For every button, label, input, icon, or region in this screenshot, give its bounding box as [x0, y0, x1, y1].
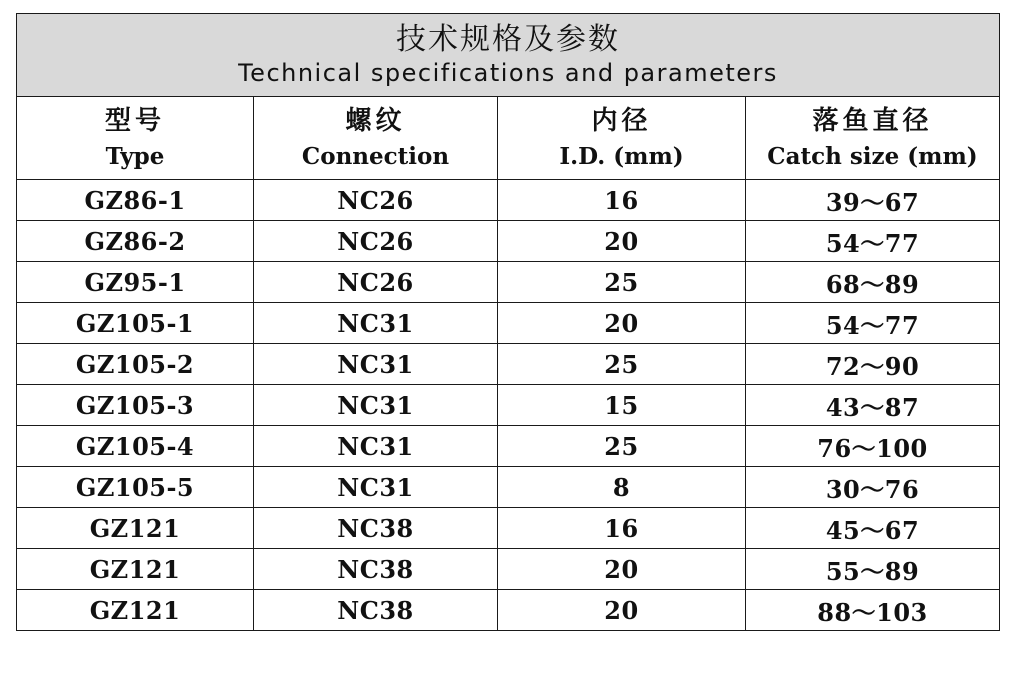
cell-connection: NC26: [254, 221, 498, 262]
cell-connection: NC31: [254, 467, 498, 508]
cell-catch-size: 45～67: [746, 508, 1000, 549]
table-row: [17, 180, 1000, 221]
cell-type: GZ121: [17, 590, 254, 631]
cell-connection: NC31: [254, 385, 498, 426]
cell-type: GZ105-5: [17, 467, 254, 508]
title-zh: 技术规格及参数: [396, 22, 620, 57]
table-row: [17, 262, 1000, 303]
cell-inner-diameter: 25: [498, 344, 746, 385]
table-row: [17, 426, 1000, 467]
table-row: [17, 344, 1000, 385]
cell-connection: NC38: [254, 549, 498, 590]
cell-catch-size: 54～77: [746, 303, 1000, 344]
header-connection: [254, 97, 498, 180]
cell-type: GZ105-1: [17, 303, 254, 344]
cell-catch-size: 76～100: [746, 426, 1000, 467]
cell-type: GZ121: [17, 549, 254, 590]
cell-type: GZ105-4: [17, 426, 254, 467]
table-row: [17, 549, 1000, 590]
header-inner-diameter: [498, 97, 746, 180]
cell-connection: NC31: [254, 344, 498, 385]
cell-catch-size: 54～77: [746, 221, 1000, 262]
header-label-en: Catch size (mm): [767, 143, 978, 170]
cell-type: GZ95-1: [17, 262, 254, 303]
header-label-zh: 螺纹: [345, 106, 406, 136]
table-row: [17, 508, 1000, 549]
table-row: [17, 385, 1000, 426]
cell-inner-diameter: 16: [498, 508, 746, 549]
cell-catch-size: 88～103: [746, 590, 1000, 631]
cell-type: GZ121: [17, 508, 254, 549]
header-catch-size: [746, 97, 1000, 180]
cell-catch-size: 55～89: [746, 549, 1000, 590]
cell-catch-size: 30～76: [746, 467, 1000, 508]
cell-inner-diameter: 25: [498, 262, 746, 303]
header-label-en: Connection: [301, 143, 450, 170]
title-en: Technical specifications and parameters: [238, 59, 778, 87]
header-label-en: I.D. (mm): [559, 143, 684, 170]
spec-table: [16, 13, 1000, 631]
header-label-zh: 内径: [591, 106, 652, 136]
cell-connection: NC26: [254, 180, 498, 221]
cell-connection: NC38: [254, 508, 498, 549]
cell-type: GZ86-2: [17, 221, 254, 262]
cell-inner-diameter: 25: [498, 426, 746, 467]
cell-type: GZ105-2: [17, 344, 254, 385]
table-title: [17, 14, 1000, 97]
header-label-zh: 型号: [104, 106, 165, 136]
cell-connection: NC31: [254, 426, 498, 467]
cell-connection: NC31: [254, 303, 498, 344]
cell-inner-diameter: 20: [498, 221, 746, 262]
cell-catch-size: 39～67: [746, 180, 1000, 221]
table-row: [17, 303, 1000, 344]
cell-inner-diameter: 20: [498, 590, 746, 631]
cell-inner-diameter: 8: [498, 467, 746, 508]
cell-type: GZ86-1: [17, 180, 254, 221]
header-label-en: Type: [105, 143, 165, 170]
cell-inner-diameter: 20: [498, 303, 746, 344]
cell-inner-diameter: 16: [498, 180, 746, 221]
cell-type: GZ105-3: [17, 385, 254, 426]
table-row: [17, 467, 1000, 508]
header-label-zh: 落鱼直径: [812, 106, 933, 136]
cell-catch-size: 72～90: [746, 344, 1000, 385]
header-type: [17, 97, 254, 180]
cell-catch-size: 68～89: [746, 262, 1000, 303]
table-row: [17, 221, 1000, 262]
table-row: [17, 590, 1000, 631]
cell-inner-diameter: 15: [498, 385, 746, 426]
cell-connection: NC26: [254, 262, 498, 303]
cell-catch-size: 43～87: [746, 385, 1000, 426]
cell-connection: NC38: [254, 590, 498, 631]
cell-inner-diameter: 20: [498, 549, 746, 590]
